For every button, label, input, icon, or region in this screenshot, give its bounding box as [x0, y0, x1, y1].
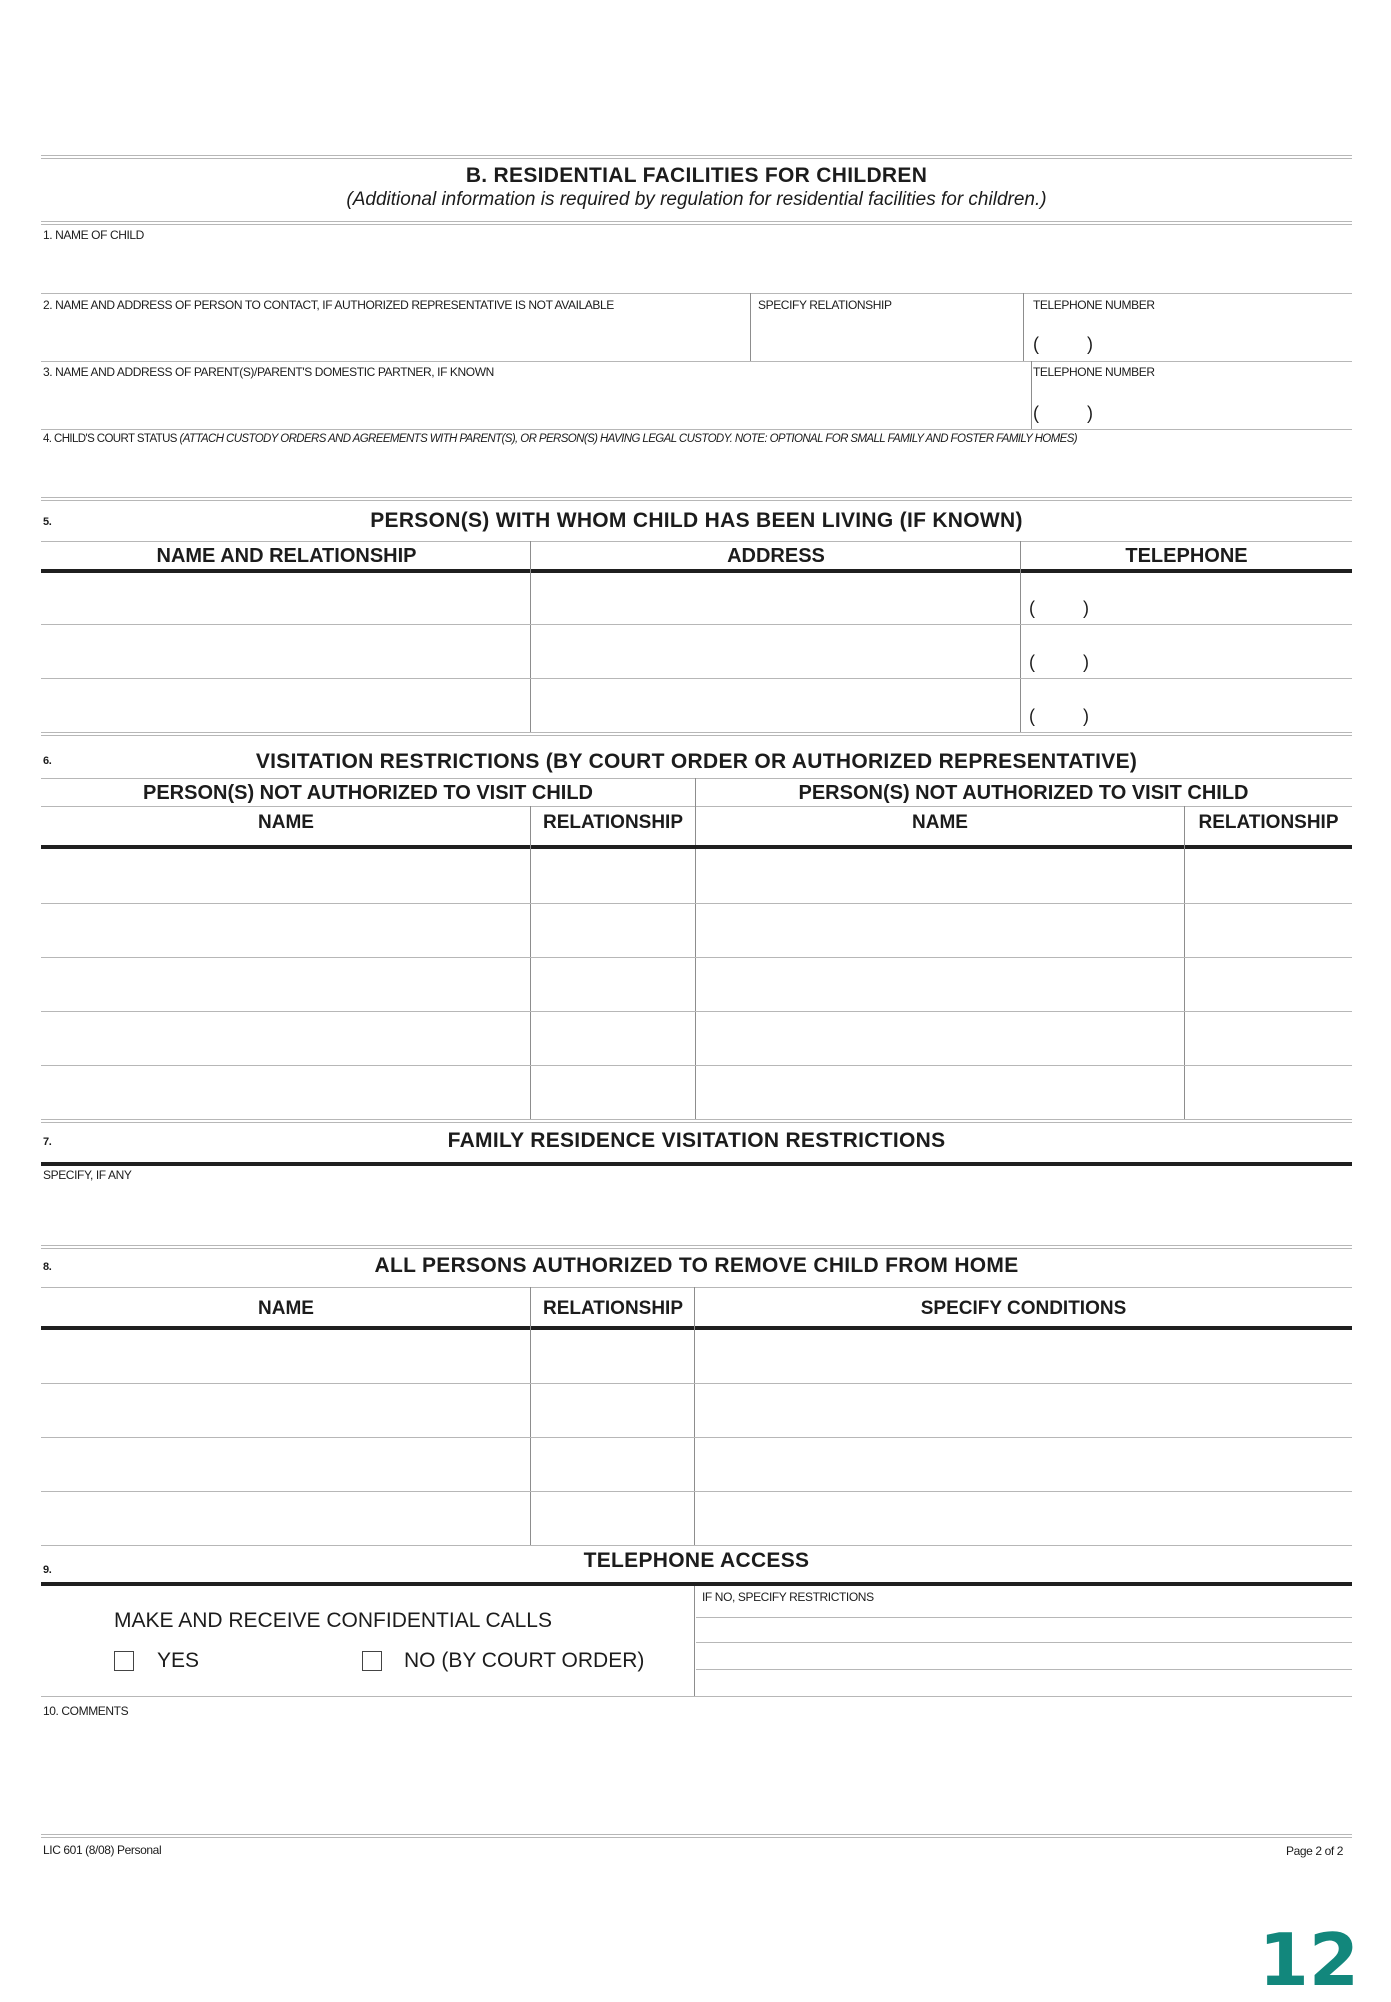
contact-telephone-input[interactable] — [1033, 334, 1141, 355]
section5-number: 5. — [43, 516, 52, 528]
section6-number: 6. — [43, 755, 52, 767]
col-name-right: NAME — [912, 812, 968, 833]
col-name-left: NAME — [258, 812, 314, 833]
phone-open-paren: ( — [1029, 706, 1035, 726]
left-not-authorized-header: PERSON(S) NOT AUTHORIZED TO VISIT CHILD — [142, 782, 593, 804]
parent-telephone-label: TELEPHONE NUMBER — [1033, 365, 1155, 379]
col-telephone: TELEPHONE — [1125, 545, 1248, 567]
living-phone-1[interactable] — [1029, 598, 1137, 619]
parent-telephone-input[interactable] — [1033, 403, 1141, 424]
confidential-calls-label: MAKE AND RECEIVE CONFIDENTIAL CALLS — [114, 1609, 552, 1632]
living-phone-3[interactable] — [1029, 706, 1137, 727]
page-badge: 12 — [1258, 1918, 1359, 2002]
section7-title: FAMILY RESIDENCE VISITATION RESTRICTIONS — [447, 1129, 946, 1152]
section6-title: VISITATION RESTRICTIONS (BY COURT ORDER OR AUTHORIZED REPRESENTATIVE) — [255, 750, 1138, 773]
phone-open-paren: ( — [1033, 403, 1039, 423]
form-subtitle: (Additional information is required by regulation for residential facilities for children.) — [346, 189, 1047, 210]
name-of-child-input[interactable] — [41, 244, 1352, 292]
col-specify-conditions: SPECIFY CONDITIONS — [920, 1298, 1127, 1319]
col-name-relationship: NAME AND RELATIONSHIP — [156, 545, 417, 567]
col-address: ADDRESS — [727, 545, 825, 567]
no-label: NO (BY COURT ORDER) — [404, 1649, 645, 1672]
phone-close-paren: ) — [1087, 403, 1093, 423]
phone-close-paren: ) — [1087, 334, 1093, 354]
parent-input[interactable] — [41, 382, 1021, 429]
restrictions-input[interactable] — [696, 1608, 1352, 1696]
contact-relationship-input[interactable] — [752, 314, 1020, 361]
section8-title: ALL PERSONS AUTHORIZED TO REMOVE CHILD FROM HOME — [374, 1254, 1019, 1277]
no-checkbox[interactable] — [362, 1651, 382, 1671]
form-id: LIC 601 (8/08) Personal — [43, 1843, 162, 1857]
right-not-authorized-header: PERSON(S) NOT AUTHORIZED TO VISIT CHILD — [798, 782, 1249, 804]
yes-checkbox[interactable] — [114, 1651, 134, 1671]
page-number: Page 2 of 2 — [1286, 1844, 1343, 1858]
court-status-row — [43, 433, 1077, 445]
specify-if-any-label: SPECIFY, IF ANY — [43, 1168, 132, 1182]
contact-telephone-label: TELEPHONE NUMBER — [1033, 298, 1155, 312]
col-relationship-left: RELATIONSHIP — [542, 812, 684, 833]
contact-relationship-label: SPECIFY RELATIONSHIP — [758, 298, 892, 312]
yes-label: YES — [157, 1649, 200, 1672]
col-name: NAME — [258, 1298, 314, 1319]
contact-person-input[interactable] — [41, 314, 748, 361]
contact-person-label: 2. NAME AND ADDRESS OF PERSON TO CONTACT, IF AUTHORIZED REPRESENTATIVE IS NOT AVAILABLE — [43, 298, 614, 312]
court-status-input[interactable] — [41, 450, 1352, 495]
phone-open-paren: ( — [1033, 334, 1039, 354]
phone-open-paren: ( — [1029, 598, 1035, 618]
section8-number: 8. — [43, 1261, 52, 1273]
phone-open-paren: ( — [1029, 652, 1035, 672]
restrictions-label: IF NO, SPECIFY RESTRICTIONS — [702, 1590, 874, 1604]
col-relationship-right: RELATIONSHIP — [1198, 812, 1339, 833]
court-status-label: 4. CHILD'S COURT STATUS — [43, 433, 177, 445]
parent-label: 3. NAME AND ADDRESS OF PARENT(S)/PARENT'S DOMESTIC PARTNER, IF KNOWN — [43, 365, 494, 379]
comments-input[interactable] — [41, 1720, 1352, 1832]
family-visitation-input[interactable] — [41, 1184, 1352, 1244]
name-of-child-label: 1. NAME OF CHILD — [43, 228, 144, 242]
phone-close-paren: ) — [1083, 652, 1089, 672]
section7-number: 7. — [43, 1136, 52, 1148]
living-phone-2[interactable] — [1029, 652, 1137, 673]
comments-label: 10. COMMENTS — [43, 1704, 129, 1718]
phone-close-paren: ) — [1083, 706, 1089, 726]
form-title: B. RESIDENTIAL FACILITIES FOR CHILDREN — [465, 164, 928, 187]
col-relationship: RELATIONSHIP — [542, 1298, 684, 1319]
section9-number: 9. — [43, 1564, 52, 1576]
section5-title: PERSON(S) WITH WHOM CHILD HAS BEEN LIVING (IF KNOWN) — [370, 509, 1023, 532]
court-status-note: (ATTACH CUSTODY ORDERS AND AGREEMENTS WITH PARENT(S), OR PERSON(S) HAVING LEGAL CUSTODY. NOTE: OPTIONAL FOR SMALL FAMILY AND FOSTER FAMILY HOMES) — [179, 433, 1077, 445]
section9-title: TELEPHONE ACCESS — [583, 1549, 810, 1572]
phone-close-paren: ) — [1083, 598, 1089, 618]
